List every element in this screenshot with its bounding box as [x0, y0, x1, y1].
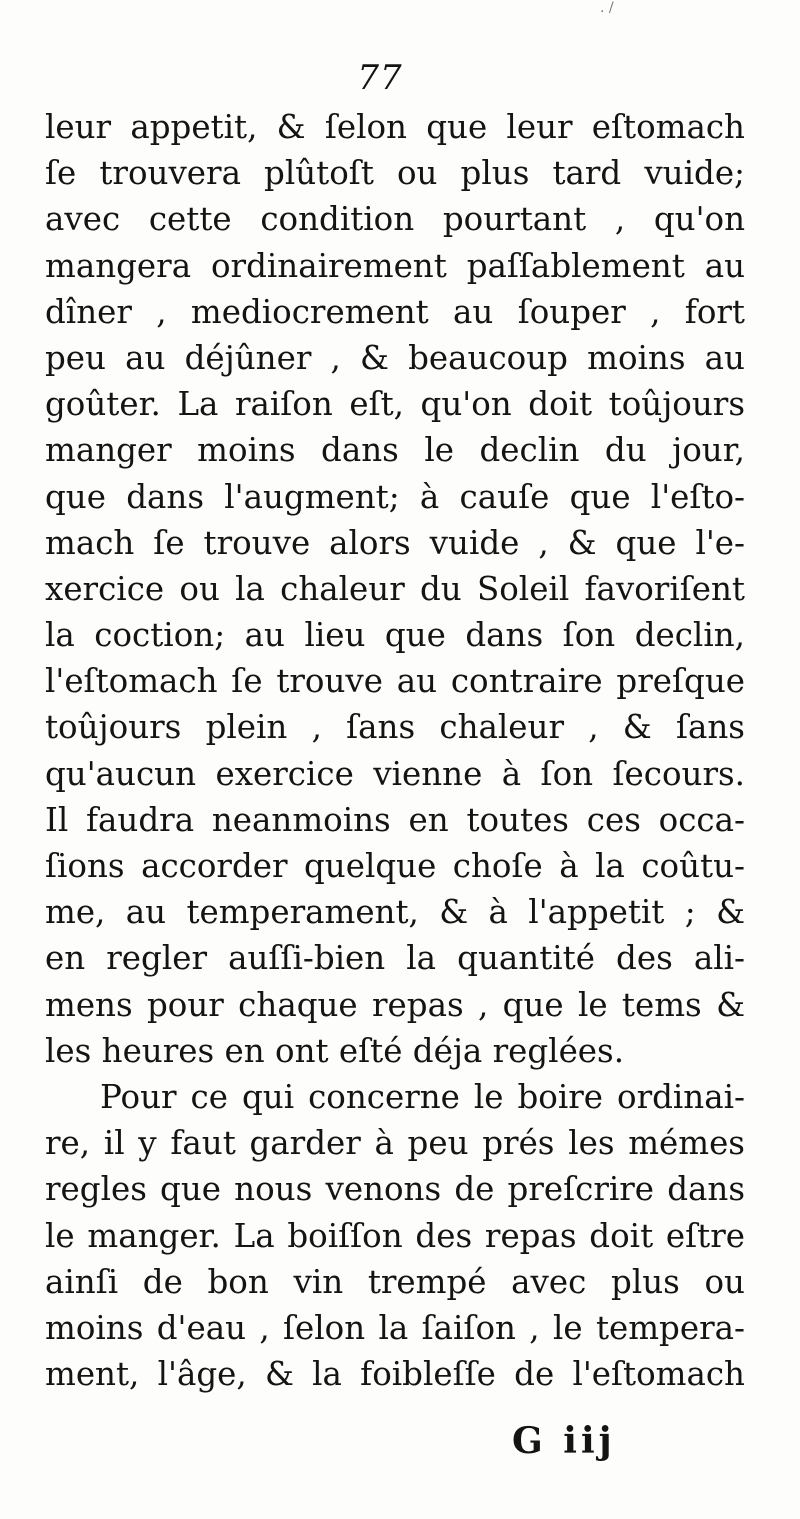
text-line: la coction; au lieu que dans ſon declin, [45, 616, 745, 655]
text-line: leur appetit, & ſelon que leur eſtomach [45, 108, 745, 146]
text-line: qu'aucun exercice vienne à ſon ſecours. [45, 754, 745, 793]
text-line: dîner , mediocrement au ſouper , fort [45, 292, 745, 331]
text-line: le manger. La boiſſon des repas doit eſtre [45, 1216, 745, 1255]
text-line: ment, l'âge, & la foibleſſe de l'eſtomach [45, 1355, 745, 1394]
text-line: mens pour chaque repas , que le tems & [45, 985, 745, 1024]
text-line: manger moins dans le declin du jour, [45, 431, 745, 470]
text-line: Il faudra neanmoins en toutes ces occa- [45, 800, 745, 839]
text-line: xercice ou la chaleur du Soleil favoriſent [45, 569, 745, 608]
text-line: l'eſtomach ſe trouve au contraire preſque [45, 662, 745, 701]
text-line: mach ſe trouve alors vuide , & que l'e- [45, 523, 745, 562]
corner-mark: . / [600, 0, 614, 16]
text-line: peu au déjûner , & beaucoup moins au [45, 338, 745, 377]
text-line: en regler auſſi-bien la quantité des ali- [45, 939, 745, 978]
text-line: toûjours plein , ſans chaleur , & ſans [45, 708, 745, 747]
text-line: ainſi de bon vin trempé avec plus ou [45, 1262, 745, 1301]
text-line: ſions accorder quelque choſe à la coûtu- [45, 847, 745, 885]
text-line: goûter. La raiſon eſt, qu'on doit toûjours [45, 385, 745, 424]
text-line: re, il y faut garder à peu prés les mémes [45, 1124, 745, 1163]
paragraph-first-line: Pour ce qui concerne le boire ordinai- [100, 1077, 745, 1116]
text-line: mangera ordinairement paſſablement au [45, 246, 745, 285]
signature-mark: G iij [512, 1420, 616, 1462]
text-line: ſe trouvera plûtoſt ou plus tard vuide; [45, 154, 745, 193]
text-line: avec cette condition pourtant , qu'on [45, 200, 745, 239]
text-line: que dans l'augment; à cauſe que l'eſto- [45, 477, 745, 516]
text-line: me, au temperament, & à l'appetit ; & [45, 893, 745, 932]
page-number: 77 [357, 58, 403, 98]
body-text [45, 104, 745, 1397]
text-line: regles que nous venons de preſcrire dans [45, 1170, 745, 1209]
text-line: moins d'eau , ſelon la ſaiſon , le tempera- [45, 1308, 745, 1347]
paragraph-last-line: les heures en ont eſté déja reglées. [45, 1031, 625, 1070]
